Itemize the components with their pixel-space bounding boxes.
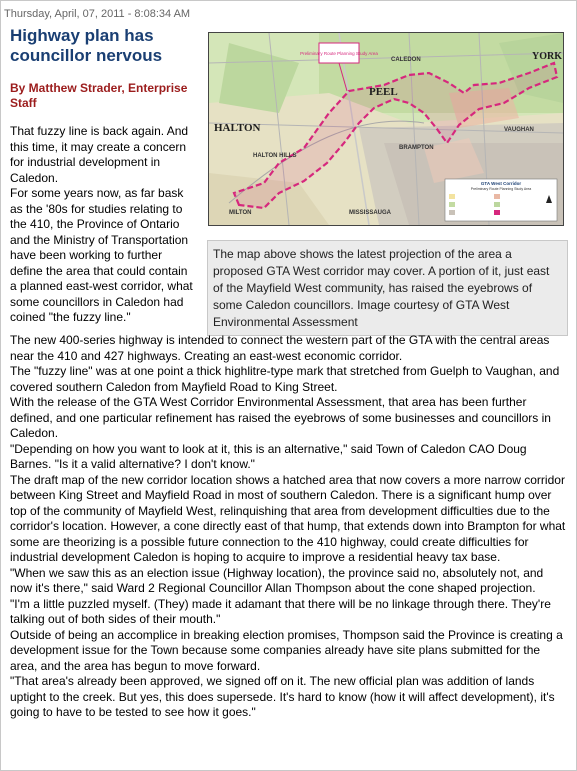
article-headline: Highway plan has councillor nervous [10,26,163,65]
map-label-mississauga: MISSISSAUGA [349,210,392,216]
corridor-map-graphic [209,33,563,225]
map-legend-swatch [449,202,455,207]
article-byline: By Matthew Strader, Enterprise Staff [10,81,188,110]
map-callout-text: Preliminary Route Planning Study Area [300,51,378,56]
map-legend-swatch [449,210,455,215]
article-dateline: Thursday, April, 07, 2011 - 8:08:34 AM [4,8,191,20]
article-paragraph: "I'm a little puzzled myself. (They) made it adamant that there will be no linkage through there. They're talking out of both sides of their mouth." [10,596,551,626]
map-label-halton: HALTON [214,122,261,134]
article-body [10,333,568,721]
article-paragraph: That fuzzy line is back again. And this time, it may create a concern for industrial development in Caledon. [10,124,189,185]
map-label-vaughan: VAUGHAN [504,127,534,133]
article-paragraph: The new 400-series highway is intended to connect the western part of the GTA with the central areas near the 410 and 427 highways. Creating an east-west economic corridor. [10,333,550,363]
article-paragraph: "That area's already been approved, we signed off on it. The new official plan was addition of lands uptight to the creek. But yes, this does supersede. It's hard to know (how it will affect development), it's going to have to be tested to see how it goes." [10,674,555,719]
article-column-text [10,124,197,326]
article-paragraph: With the release of the GTA West Corridor Environmental Assessment, that area has been further defined, and one particular refinement has raised the eyebrows of some businesses and councillors in Caledon. [10,395,551,440]
map-legend-swatch [494,194,500,199]
map-legend-subtitle: Preliminary Route Planning Study Area [470,187,532,191]
article-paragraph: For some years now, as far bask as the '80s for studies relating to the 410, the Province of Ontario and the Ministry of Transportation have been working to further define the area that could contain a planned east-west corridor, what some councillors in Caledon had coined "the fuzzy line." [10,186,193,324]
map-label-caledon: CALEDON [391,57,421,63]
map-caption: The map above shows the latest projection of the area a proposed GTA West corridor may cover. A portion of it, just east of the Mayfield West community, has raised the eyebrows of some Caledon councillors. Image courtesy of GTA West Environmental Assessment [207,240,568,336]
map-legend-swatch [449,194,455,199]
article-paragraph: Outside of being an accomplice in breaking election promises, Thompson said the Province is creating a development issue for the Town because some companies already have site plans submitted for the area, and the area has begun to move forward. [10,627,563,673]
corridor-map-image [208,32,564,226]
map-label-york: YORK [532,51,562,62]
map-label-halton-hills: HALTON HILLS [253,153,297,159]
map-label-brampton: BRAMPTON [399,145,434,151]
map-legend-title: GTA West Corridor [480,181,522,186]
map-legend-swatch [494,202,500,207]
map-legend-swatch [494,210,500,215]
article-paragraph: The draft map of the new corridor location shows a hatched area that now covers a more narrow corridor between King Street and Mayfield Road in most of southern Caledon. There is a significant hump over top of the community of Mayfield West, relinquishing that area from development difficulties due to the corridor's location. However, a cone directly east of that hump, that extends down into Brampton for what some are theorizing is a possible future connection to the 410 highway, could create difficulties for industrial development Caledon is hoping to acquire to improve a residential heavy tax base. [10,472,566,564]
article-paragraph: "When we saw this as an election issue (Highway location), the province said no, absolutely not, and now it's there," said Ward 2 Regional Councillor Allan Thompson about the cone shaped projection. [10,565,544,595]
map-legend [445,179,557,221]
article-paragraph: "Depending on how you want to look at it, this is an alternative," said Town of Caledon CAO Doug Barnes. "Is it a valid alternative? I don't know." [10,441,527,471]
article-paragraph: The "fuzzy line" was at one point a thick highlitre-type mark that stretched from Guelph to Vaughan, and covered southern Caledon from Mayfield Road to King Street. [10,364,560,394]
map-label-milton: MILTON [229,210,252,216]
map-label-peel: PEEL [369,86,398,98]
